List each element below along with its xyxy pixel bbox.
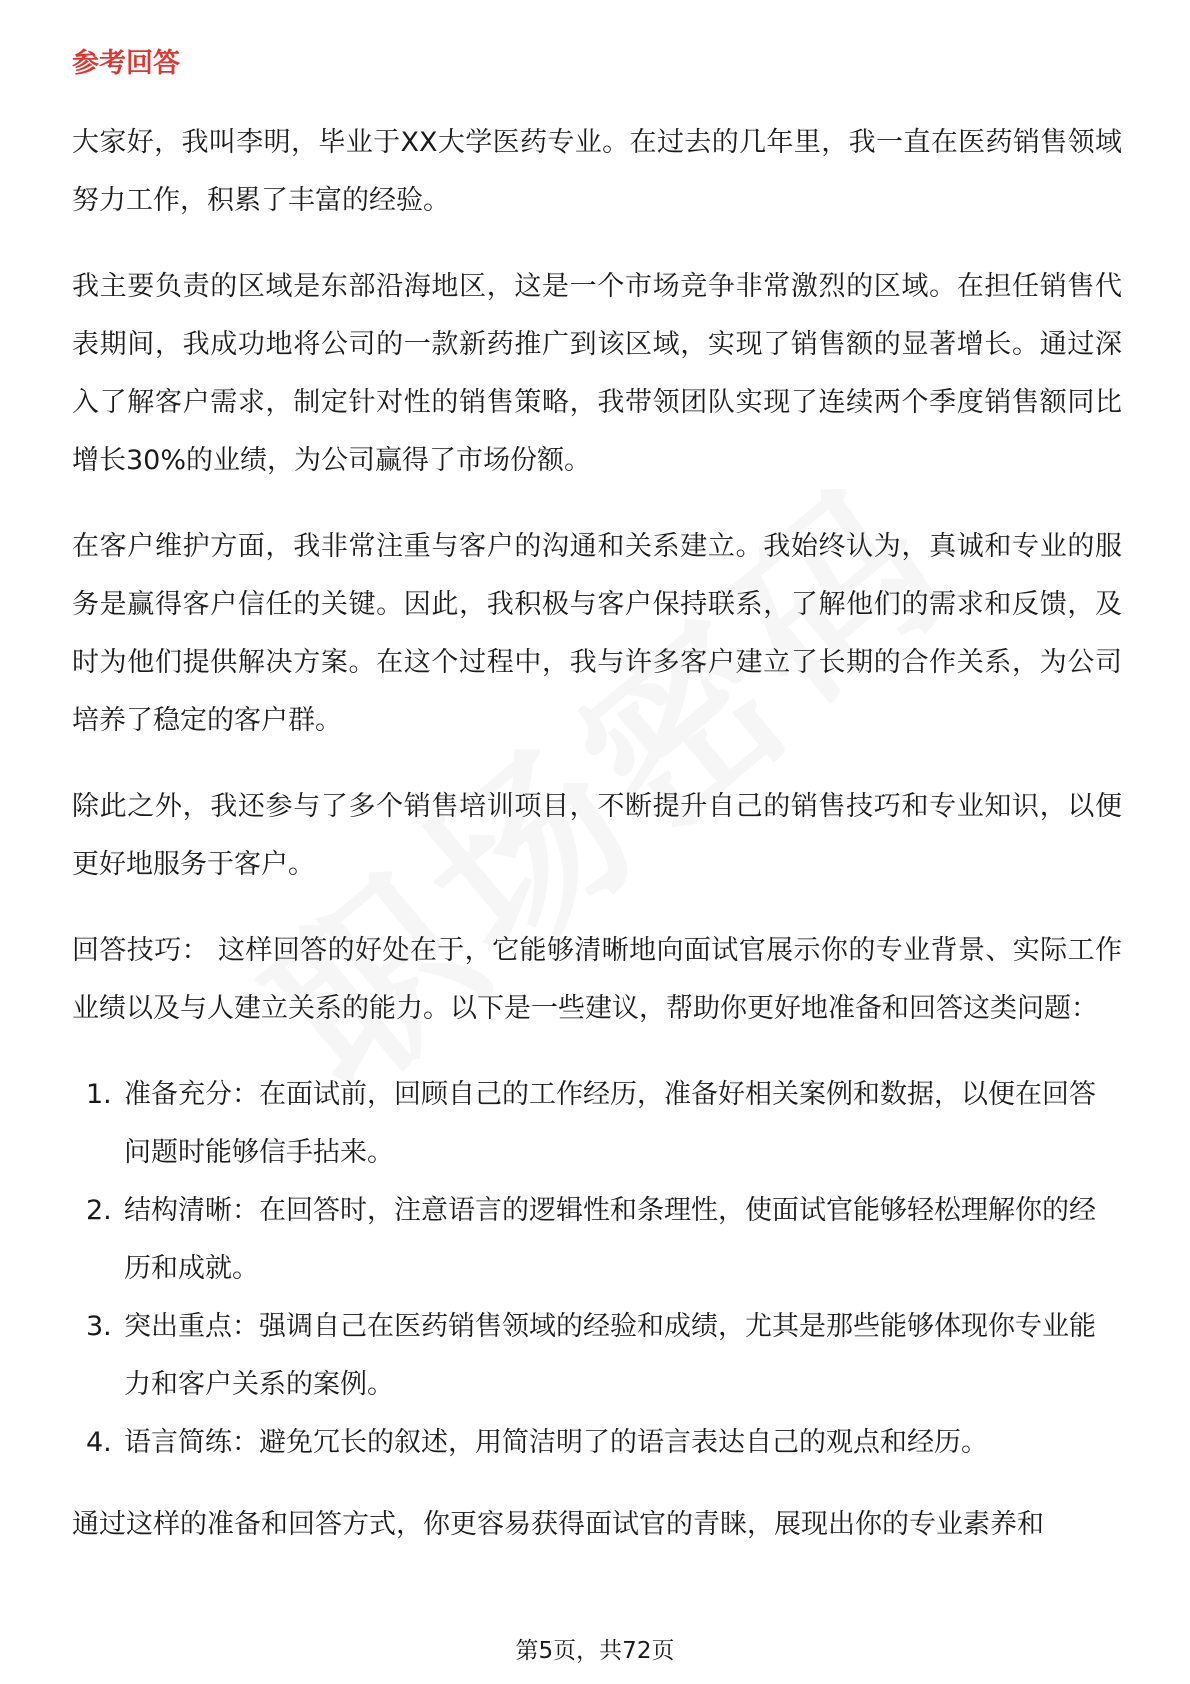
list-item	[72, 1066, 1122, 1182]
paragraph-region: 我主要负责的区域是东部沿海地区，这是一个市场竞争非常激烈的区域。在担任销售代表期间，我成功地将公司的一款新药推广到该区域，实现了销售额的显著增长。通过深入了解客户需求，制定针对性的销售策略，我带领团队实现了连续两个季度销售额同比增长30%的业绩，为公司赢得了市场份额。	[72, 271, 1122, 476]
list-item-text: 结构清晰：在回答时，注意语言的逻辑性和条理性，使面试官能够轻松理解你的经历和成就。	[124, 1195, 1096, 1284]
list-item-number: 3.	[86, 1311, 112, 1342]
list-item	[72, 1182, 1122, 1298]
paragraph-tips-intro: 回答技巧： 这样回答的好处在于，它能够清晰地向面试官展示你的专业背景、实际工作业绩以及与人建立关系的能力。以下是一些建议，帮助你更好地准备和回答这类问题：	[72, 935, 1122, 1024]
paragraph-closing: 通过这样的准备和回答方式，你更容易获得面试官的青睐，展现出你的专业素养和	[72, 1509, 1044, 1540]
tips-list	[72, 1066, 1122, 1472]
list-item-text: 语言简练：避免冗长的叙述，用简洁明了的语言表达自己的观点和经历。	[124, 1427, 988, 1458]
list-item-number: 2.	[86, 1195, 112, 1226]
list-item	[72, 1414, 1122, 1472]
list-item-number: 1.	[86, 1079, 112, 1110]
page-footer: 第5页，共72页	[515, 1638, 675, 1664]
list-item-text: 突出重点：强调自己在医药销售领域的经验和成绩，尤其是那些能够体现你专业能力和客户关系的案例。	[124, 1311, 1096, 1400]
list-item	[72, 1298, 1122, 1414]
paragraph-customer: 在客户维护方面，我非常注重与客户的沟通和关系建立。我始终认为，真诚和专业的服务是赢得客户信任的关键。因此，我积极与客户保持联系，了解他们的需求和反馈，及时为他们提供解决方案。在这个过程中，我与许多客户建立了长期的合作关系，为公司培养了稳定的客户群。	[72, 531, 1122, 736]
page-content	[72, 44, 1122, 1582]
section-heading: 参考回答	[72, 48, 180, 79]
paragraph-intro: 大家好，我叫李明，毕业于XX大学医药专业。在过去的几年里，我一直在医药销售领域努力工作，积累了丰富的经验。	[72, 127, 1122, 216]
list-item-text: 准备充分：在面试前，回顾自己的工作经历，准备好相关案例和数据，以便在回答问题时能够信手拈来。	[124, 1079, 1096, 1168]
paragraph-training: 除此之外，我还参与了多个销售培训项目，不断提升自己的销售技巧和专业知识，以便更好地服务于客户。	[72, 791, 1122, 880]
list-item-number: 4.	[86, 1427, 112, 1458]
